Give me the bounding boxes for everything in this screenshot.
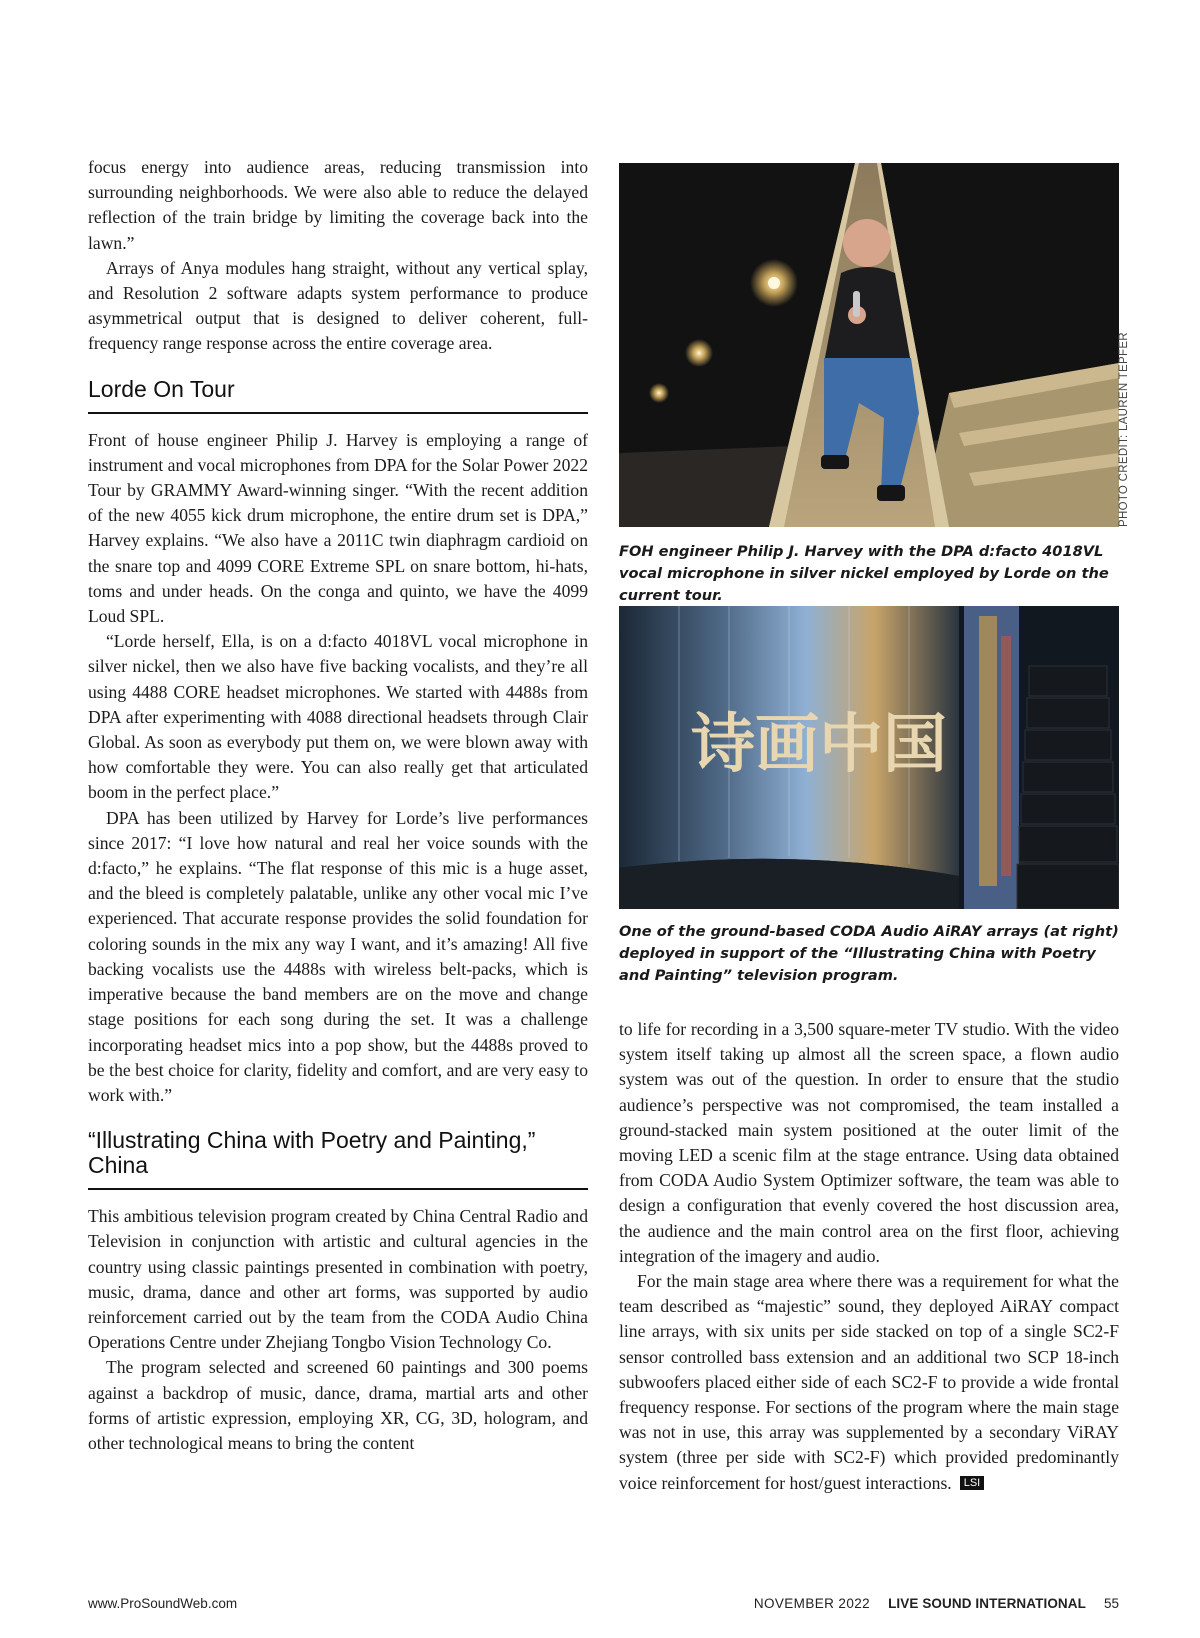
paragraph: The program selected and screened 60 paintings and 300 poems against a backdrop of music, dance, drama, martial arts and other forms of artistic expression, employing XR, CG, 3D, hologram, and other technological means to bring the content bbox=[88, 1357, 588, 1453]
footer-magazine: LIVE SOUND INTERNATIONAL bbox=[888, 1596, 1086, 1611]
paragraph: “Lorde herself, Ella, is on a d:facto 4018VL vocal microphone in silver nickel, then we also have five backing vocalists, and they’re all using 4488 CORE headset microphones. We started with 4488s from DPA after experimenting with 4088 directional headsets through Clair Global. As soon as everybody put them on, we were blown away with how comfortable they were. You can also really get that articulated boom in the perfect place.” bbox=[88, 631, 588, 803]
page-number: 55 bbox=[1103, 1596, 1119, 1611]
caption-photo-2: One of the ground-based CODA Audio AiRAY arrays (at right) deployed in support of the “Illustrating China with Poetry and Painting” television program. bbox=[619, 923, 1119, 984]
photo-illustration bbox=[619, 163, 1119, 527]
caption-photo-1: FOH engineer Philip J. Harvey with the DPA d:facto 4018VL vocal microphone in silver nickel employed by Lorde on the current tour. bbox=[619, 543, 1109, 604]
paragraph: focus energy into audience areas, reducing transmission into surrounding neighborhoods. We were also able to reduce the delayed reflection of the train bridge by limiting the coverage back into the lawn.” bbox=[88, 157, 588, 253]
screen-title-text: 诗画中国 bbox=[691, 708, 947, 782]
paragraph: This ambitious television program created by China Central Radio and Television in conjunction with artistic and cultural agencies in the country using classic paintings presented in combination with poetry, music, drama, dance and other art forms, was supported by audio reinforcement carried out by the team from the CODA Audio China Operations Centre under Zhejiang Tongbo Vision Technology Co. bbox=[88, 1206, 588, 1353]
page-footer bbox=[88, 1596, 1119, 1616]
paragraph: Front of house engineer Philip J. Harvey is employing a range of instrument and vocal microphones from DPA for the Solar Power 2022 Tour by GRAMMY Award-winning singer. “With the recent addition of the new 4055 kick drum microphone, the entire drum set is DPA,” Harvey explains. “We also have a 2011C twin diaphragm cardioid on the snare top and 4099 CORE Extreme SPL on snare bottom, hi-hats, toms and under heads. On the conga and quinto, we have the 4099 Loud SPL. bbox=[88, 429, 588, 627]
photo-illustration bbox=[619, 606, 1119, 909]
paragraph: Arrays of Anya modules hang straight, without any vertical splay, and Resolution 2 software adapts system performance to produce asymmetrical output that is designed to deliver coherent, full-frequency range response across the entire coverage area. bbox=[88, 257, 588, 354]
footer-issue: NOVEMBER 2022 bbox=[753, 1596, 871, 1611]
left-column bbox=[88, 155, 588, 1456]
photo-tv-studio bbox=[619, 606, 1119, 909]
paragraph: to life for recording in a 3,500 square-meter TV studio. With the video system itself taking up almost all the screen space, a flown audio system was out of the question. In order to ensure that the studio audience’s perspective was not compromised, the team installed a ground-stacked main system positioned at the outer limit of the moving LED a scenic film at the stage entrance. Using data obtained from CODA Audio System Optimizer software, the team was able to design a configuration that evenly covered the host discussion area, the audience and the main control area on the first floor, achieving integration of the imagery and audio. bbox=[619, 1019, 1119, 1266]
paragraph-final: For the main stage area where there was a requirement for what the team described as “majestic” sound, they deployed AiRAY compact line arrays, with six units per side stacked on top of a single SC2-F sensor controlled bass extension and an additional two SCP 18-inch subwoofers placed either side of each SC2-F to provide a wide frontal frequency response. For sections of the program where the main stage was not in use, this array was supplemented by a secondary ViRAY system (three per side with SC2-F) which provided predominantly voice reinforcement for host/guest interactions. LSI bbox=[619, 1271, 1119, 1493]
paragraph: DPA has been utilized by Harvey for Lorde’s live performances since 2017: “I love how natural and real her voice sounds with the d:facto,” he explains. “The flat response of this mic is a huge asset, and the bleed is completely palatable, unlike any other vocal mic I’ve experienced. That accurate response provides the solid foundation for coloring sounds in the mix any way I want, and it’s amazing! All five backing vocalists use the 4488s with wireless belt-packs, which is imperative because the band members are on the move and change stage positions for each song during the set. It was a challenge incorporating headset mics into a pop show, but the 4488s proved to be the best choice for clarity, fidelity and comfort, and are very easy to work with.” bbox=[88, 807, 588, 1105]
lsi-end-mark: LSI bbox=[960, 1476, 985, 1490]
footer-url[interactable]: www.ProSoundWeb.com bbox=[88, 1596, 238, 1611]
section-heading-china: “Illustrating China with Poetry and Painting,” China bbox=[88, 1128, 588, 1190]
right-column-text bbox=[619, 1017, 1119, 1496]
section-heading-lorde: Lorde On Tour bbox=[88, 377, 588, 414]
footer-right bbox=[754, 1596, 1119, 1611]
photo-foh-engineer bbox=[619, 163, 1119, 527]
